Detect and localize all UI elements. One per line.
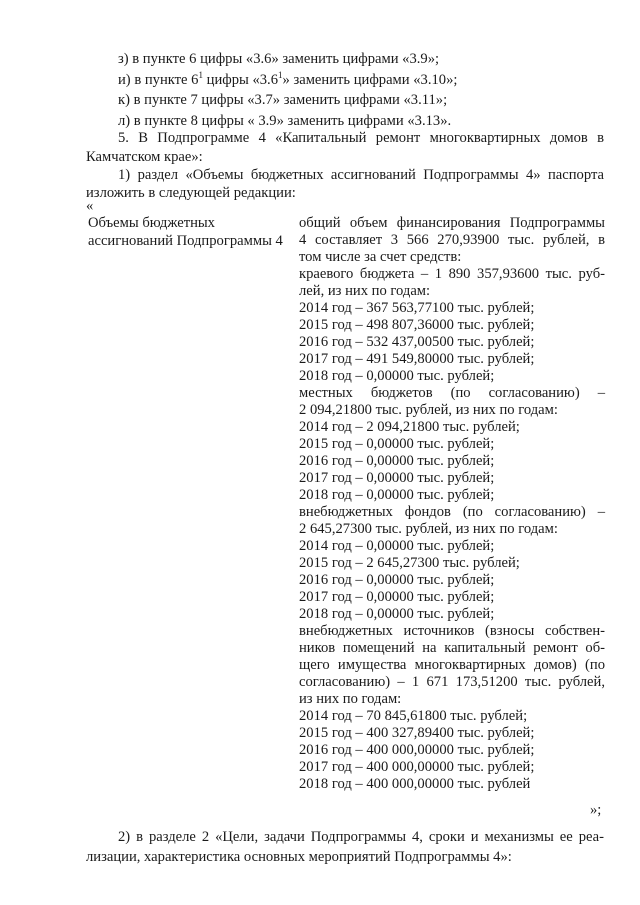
table-right-line: 2 645,27300 тыс. рублей, из них по годам: — [299, 521, 558, 537]
table-right-line: 2016 год – 400 000,00000 тыс. рублей; — [299, 742, 535, 758]
table-right-line: 2 094,21800 тыс. рублей, из них по годам: — [299, 402, 558, 418]
item-z: з) в пункте 6 цифры «3.6» заменить цифрами «3.9»; — [118, 51, 440, 67]
open-quote: « — [86, 198, 94, 214]
table-right-line: согласованию) – 1 671 173,51200 тыс. рублей, — [299, 674, 605, 690]
item-i-part2: цифры «3.6 — [202, 72, 278, 88]
table-right-line: 2014 год – 0,00000 тыс. рублей; — [299, 538, 495, 554]
table-right-line: 2017 год – 0,00000 тыс. рублей; — [299, 470, 495, 486]
table-right-line: 2015 год – 400 327,89400 тыс. рублей; — [299, 725, 535, 741]
item-i-part1: и) в пункте 6 — [118, 72, 199, 88]
table-right-line: 2018 год – 0,00000 тыс. рублей; — [299, 368, 495, 384]
table-right-line: 2018 год – 400 000,00000 тыс. рублей — [299, 776, 531, 792]
table-right-line: местных бюджетов (по согласованию) – — [299, 385, 605, 401]
table-right-line: 2016 год – 0,00000 тыс. рублей; — [299, 572, 495, 588]
table-right-line: 2015 год – 498 807,36000 тыс. рублей; — [299, 317, 535, 333]
table-right-line: 2015 год – 2 645,27300 тыс. рублей; — [299, 555, 520, 571]
item-2-line2: лизации, характеристика основных мероприятий Подпрограммы 4»: — [86, 849, 512, 865]
item-2-line1: 2) в разделе 2 «Цели, задачи Подпрограммы 4, сроки и механизмы ее реа- — [118, 829, 604, 845]
table-right-line: 2014 год – 2 094,21800 тыс. рублей; — [299, 419, 520, 435]
table-left-line2: ассигнований Подпрограммы 4 — [88, 233, 283, 249]
table-right-line: 2016 год – 0,00000 тыс. рублей; — [299, 453, 495, 469]
item-i-sup2: 1 — [278, 70, 283, 80]
table-right-line: 4 составляет 3 566 270,93900 тыс. рублей, в — [299, 232, 605, 248]
table-right-line: 2017 год – 0,00000 тыс. рублей; — [299, 589, 495, 605]
item-i-sup1: 1 — [198, 70, 203, 80]
table-right-line: 2014 год – 70 845,61800 тыс. рублей; — [299, 708, 528, 724]
table-right-line: 2014 год – 367 563,77100 тыс. рублей; — [299, 300, 535, 316]
item-1-line1: 1) раздел «Объемы бюджетных ассигнований Подпрограммы 4» паспорта — [118, 167, 604, 183]
table-right-line: щего имущества многоквартирных домов) (по — [299, 657, 605, 673]
table-right-line: 2018 год – 0,00000 тыс. рублей; — [299, 487, 495, 503]
table-right-line: 2016 год – 532 437,00500 тыс. рублей; — [299, 334, 535, 350]
item-l: л) в пункте 8 цифры « 3.9» заменить цифрами «3.13». — [118, 113, 452, 129]
table-right-line: 2017 год – 400 000,00000 тыс. рублей; — [299, 759, 535, 775]
table-right-line: внебюджетных источников (взносы собствен- — [299, 623, 605, 639]
item-i — [118, 71, 457, 89]
item-k: к) в пункте 7 цифры «3.7» заменить цифрами «3.11»; — [118, 92, 448, 108]
item-1-line2: изложить в следующей редакции: — [86, 185, 296, 201]
item-i-part3: » заменить цифрами «3.10»; — [282, 72, 458, 88]
table-right-line: внебюджетных фондов (по согласованию) – — [299, 504, 605, 520]
table-right-line: общий объем финансирования Подпрограммы — [299, 215, 605, 231]
section-5-line1: 5. В Подпрограмме 4 «Капитальный ремонт многоквартирных домов в — [118, 130, 604, 146]
table-right-line: 2018 год – 0,00000 тыс. рублей; — [299, 606, 495, 622]
table-right-line: 2017 год – 491 549,80000 тыс. рублей; — [299, 351, 535, 367]
table-right-line: из них по годам: — [299, 691, 402, 707]
close-quote: »; — [590, 802, 602, 818]
table-left-line1: Объемы бюджетных — [88, 215, 215, 231]
table-right-line: том числе за счет средств: — [299, 249, 462, 265]
section-5-line2: Камчатском крае»: — [86, 149, 203, 165]
table-right-line: лей, из них по годам: — [299, 283, 431, 299]
table-right-line: 2015 год – 0,00000 тыс. рублей; — [299, 436, 495, 452]
table-right-line: ников помещений на капитальный ремонт об- — [299, 640, 605, 656]
table-right-line: краевого бюджета – 1 890 357,93600 тыс. руб- — [299, 266, 605, 282]
